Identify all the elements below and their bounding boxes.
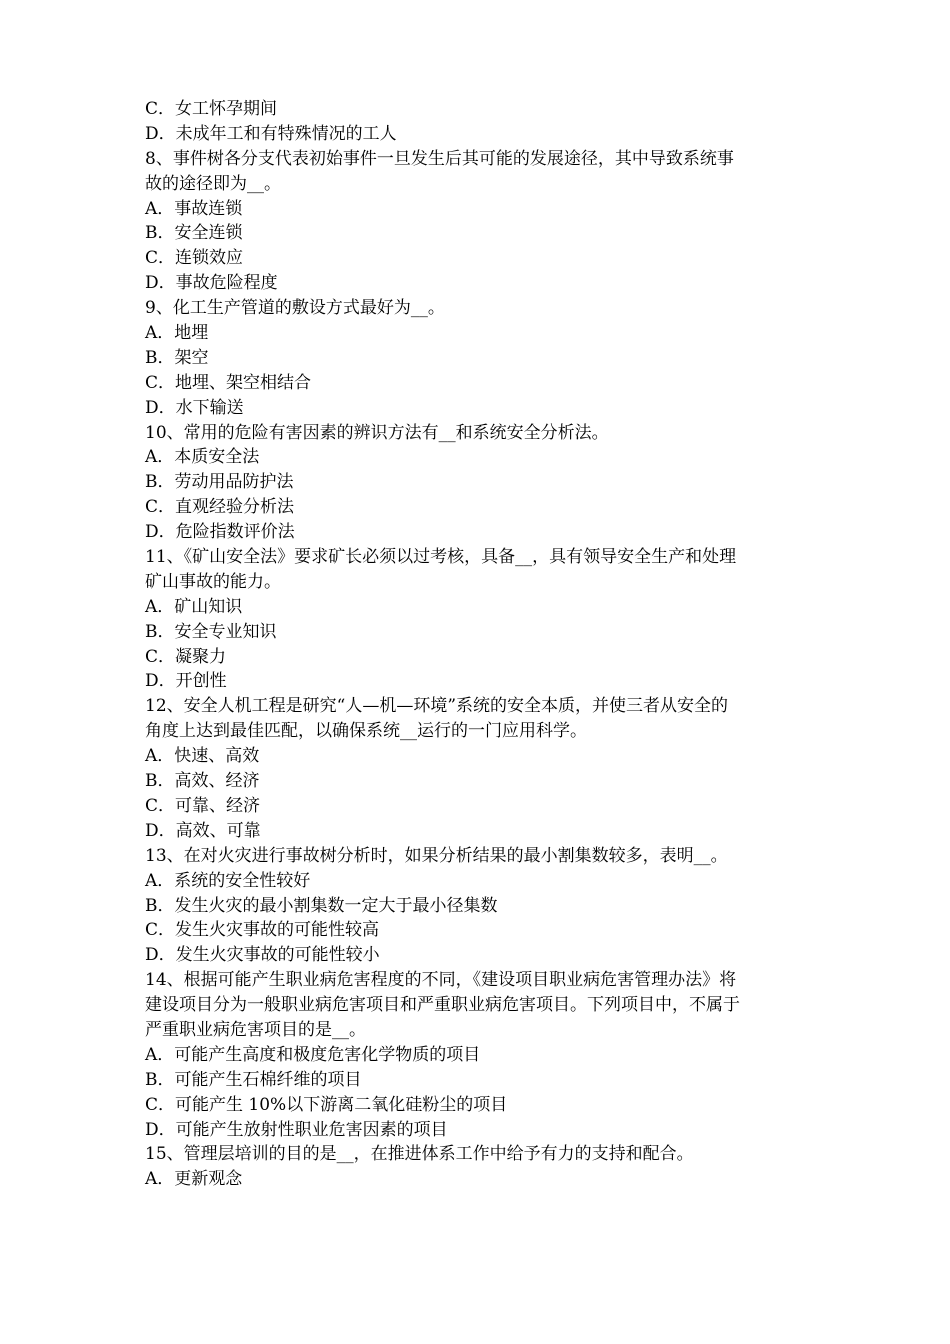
question-8-line-1: 8、事件树各分支代表初始事件一旦发生后其可能的发展途径，其中导致系统事 [145, 148, 734, 169]
question-14-line-2: 建设项目分为一般职业病危害项目和严重职业病危害项目。下列项目中，不属于 [145, 995, 740, 1016]
option-c-q11: C．凝聚力 [145, 646, 227, 667]
option-d-q11: D．开创性 [145, 671, 227, 692]
option-c-q8: C．连锁效应 [145, 248, 244, 269]
question-8-line-2: 故的途径即为__。 [145, 173, 281, 194]
option-c-q13: C．发生火灾事故的可能性较高 [145, 920, 380, 941]
option-c-q14: C．可能产生 10%以下游离二氧化硅粉尘的项目 [145, 1094, 508, 1115]
option-c-q7: C．女工怀孕期间 [145, 99, 278, 119]
question-12-line-1: 12、安全人机工程是研究“人—机—环境”系统的安全本质，并使三者从安全的 [145, 696, 729, 717]
question-10: 10、常用的危险有害因素的辨识方法有__和系统安全分析法。 [145, 422, 609, 443]
option-a-q13: A．系统的安全性较好 [145, 870, 311, 891]
option-b-q8: B．安全连锁 [145, 223, 243, 244]
option-b-q13: B．发生火灾的最小割集数一定大于最小径集数 [145, 895, 498, 916]
option-b-q9: B．架空 [145, 347, 209, 368]
document-page [145, 97, 825, 1192]
option-c-q12: C．可靠、经济 [145, 795, 261, 816]
option-d-q7: D．未成年工和有特殊情况的工人 [145, 123, 397, 144]
option-a-q10: A．本质安全法 [145, 447, 260, 468]
question-14-line-3: 严重职业病危害项目的是__。 [145, 1019, 366, 1040]
option-a-q12: A．快速、高效 [145, 746, 260, 767]
option-b-q14: B．可能产生石棉纤维的项目 [145, 1069, 362, 1090]
question-14-line-1: 14、根据可能产生职业病危害程度的不同，《建设项目职业病危害管理办法》将 [145, 970, 737, 991]
option-b-q12: B．高效、经济 [145, 771, 260, 792]
question-13: 13、在对火灾进行事故树分析时，如果分析结果的最小割集数较多，表明__。 [145, 845, 728, 866]
option-d-q14: D．可能产生放射性职业危害因素的项目 [145, 1119, 448, 1140]
question-12-line-2: 角度上达到最佳匹配，以确保系统__运行的一门应用科学。 [145, 721, 587, 742]
question-9: 9、化工生产管道的敷设方式最好为__。 [145, 298, 445, 319]
question-11-line-2: 矿山事故的能力。 [145, 571, 281, 592]
option-a-q14: A．可能产生高度和极度危害化学物质的项目 [145, 1044, 481, 1065]
question-11-line-1: 11、《矿山安全法》要求矿长必须以过考核，具备__，具有领导安全生产和处理 [145, 547, 737, 568]
option-d-q12: D．高效、可靠 [145, 820, 261, 841]
option-a-q8: A．事故连锁 [145, 198, 243, 219]
option-b-q10: B．劳动用品防护法 [145, 472, 294, 493]
option-d-q9: D．水下输送 [145, 397, 244, 418]
option-d-q10: D．危险指数评价法 [145, 522, 295, 543]
question-15: 15、管理层培训的目的是__，在推进体系工作中给予有力的支持和配合。 [145, 1144, 694, 1165]
option-c-q9: C．地埋、架空相结合 [145, 372, 312, 393]
option-d-q8: D．事故危险程度 [145, 273, 278, 294]
option-a-q15: A．更新观念 [145, 1169, 243, 1190]
option-a-q11: A．矿山知识 [145, 596, 243, 617]
option-c-q10: C．直观经验分析法 [145, 497, 295, 518]
option-b-q11: B．安全专业知识 [145, 621, 277, 642]
option-a-q9: A．地埋 [145, 323, 209, 344]
option-d-q13: D．发生火灾事故的可能性较小 [145, 945, 380, 966]
